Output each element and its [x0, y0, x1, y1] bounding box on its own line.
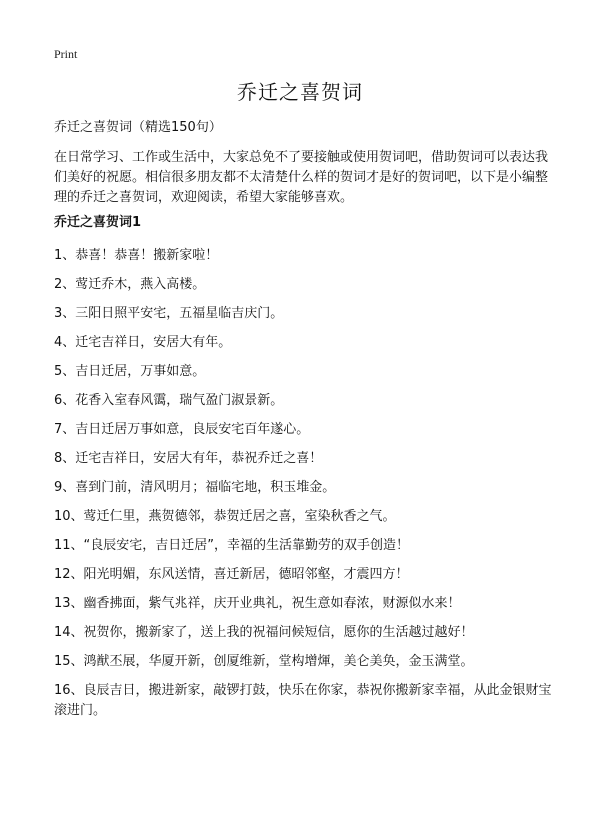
list-item: 4、迁宅吉祥日，安居大有年。: [54, 335, 232, 350]
list-item: 14、祝贺你，搬新家了，送上我的祝福问候短信，愿你的生活越过越好！: [54, 625, 474, 640]
list-item: 13、幽香拂面，紫气兆祥，庆开业典礼，祝生意如春浓，财源似水来！: [54, 596, 461, 611]
list-item: 9、喜到门前，清风明月；福临宅地，积玉堆金。: [54, 480, 336, 495]
list-item: 16、良辰吉日，搬进新家，敲锣打鼓，快乐在你家，恭祝你搬新家幸福，从此金银财宝滚进门。: [54, 683, 552, 718]
list-item: 8、迁宅吉祥日，安居大有年，恭祝乔迁之喜！: [54, 451, 323, 466]
page-title: 乔迁之喜贺词: [237, 80, 363, 104]
intro-paragraph: 在日常学习、工作或生活中，大家总免不了要接触或使用贺词吧，借助贺词可以表达我们美好的祝愿。相信很多朋友都不太清楚什么样的贺词才是好的贺词吧，以下是小编整理的乔迁之喜贺词，欢迎阅读，希望大家能够喜欢。: [54, 150, 549, 205]
print-link[interactable]: Print: [54, 47, 78, 61]
list-item: 12、阳光明媚，东风送情，喜迁新居，德昭邻壑，才震四方！: [54, 567, 409, 582]
greeting-list: [54, 246, 554, 730]
section-heading: 乔迁之喜贺词1: [54, 215, 142, 230]
list-item: 3、三阳日照平安宅，五福星临吉庆门。: [54, 306, 284, 321]
list-item: 7、吉日迁居万事如意，良辰安宅百年遂心。: [54, 422, 310, 437]
list-item: 15、鸿猷丕展，华厦开新，创厦维新，堂构增煇，美仑美奂，金玉满堂。: [54, 654, 474, 669]
list-item: 6、花香入室春风霭，瑞气盈门淑景新。: [54, 393, 284, 408]
list-item: 10、莺迁仁里，燕贺德邻，恭贺迁居之喜，室染秋香之气。: [54, 509, 396, 524]
list-item: 1、恭喜！恭喜！搬新家啦！: [54, 248, 219, 263]
list-item: 11、“良辰安宅，吉日迁居”，幸福的生活靠勤劳的双手创造！: [54, 538, 410, 553]
subtitle: 乔迁之喜贺词（精选150句）: [54, 120, 222, 135]
list-item: 5、吉日迁居，万事如意。: [54, 364, 206, 379]
list-item: 2、莺迁乔木，燕入高楼。: [54, 277, 206, 292]
